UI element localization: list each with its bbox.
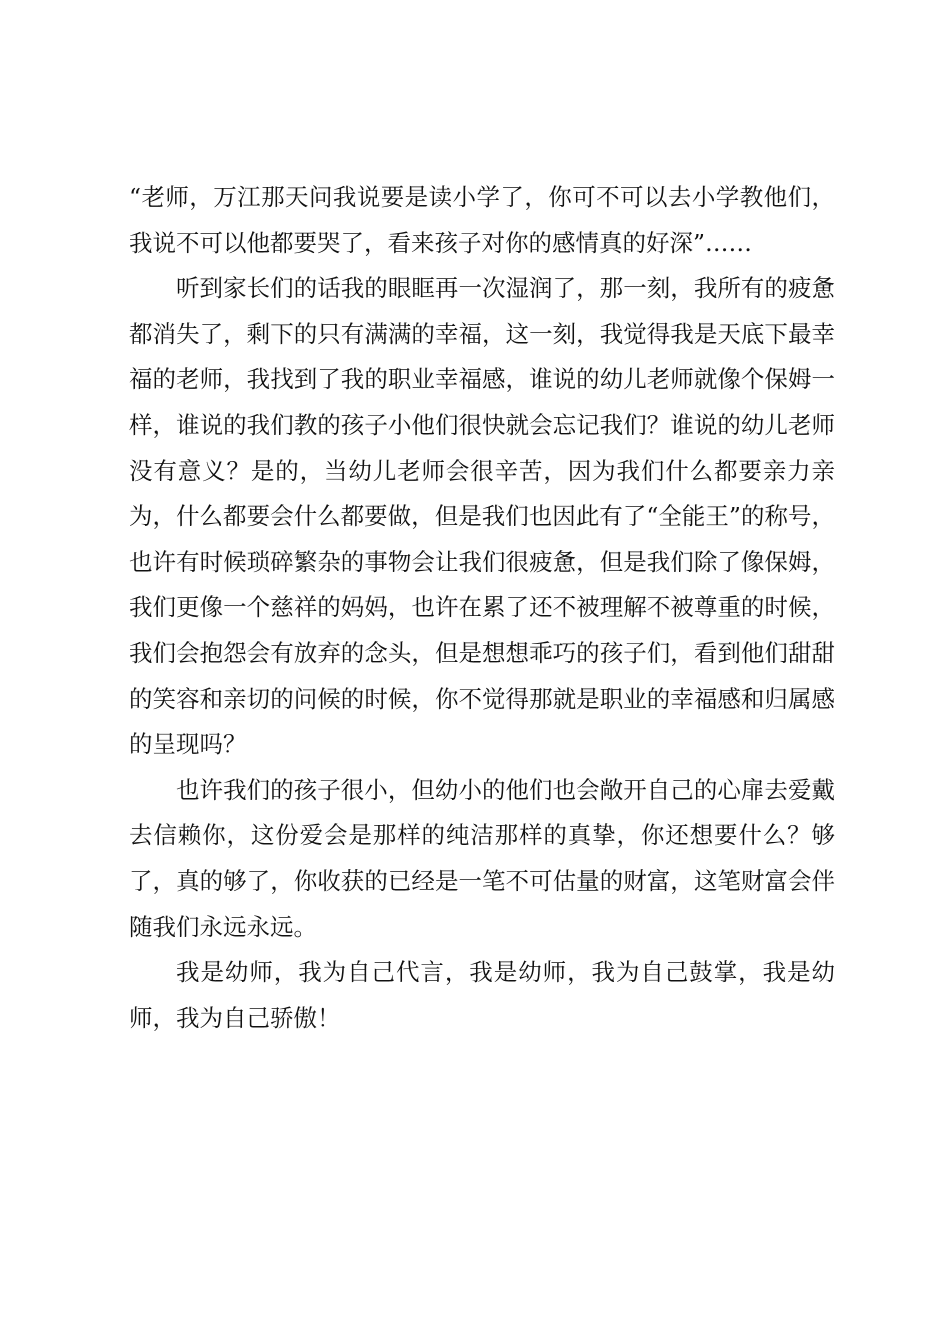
paragraph-children-love: 也许我们的孩子很小，但幼小的他们也会敞开自己的心扉去爱戴去信赖你，这份爱会是那样的纯洁那样的真挚，你还想要什么？够了，真的够了，你收获的已经是一笔不可估量的财富，这笔财富会伴随我们永远永远。: [129, 775, 835, 941]
paragraph-quote: “老师，万江那天问我说要是读小学了，你可不可以去小学教他们，我说不可以他都要哭了，看来孩子对你的感情真的好深”……: [129, 183, 835, 257]
document-body: [129, 175, 835, 1041]
paragraph-closing: 我是幼师，我为自己代言，我是幼师，我为自己鼓掌，我是幼师，我为自己骄傲！: [129, 958, 835, 1032]
paragraph-reflection: 听到家长们的话我的眼眶再一次湿润了，那一刻，我所有的疲惫都消失了，剩下的只有满满的幸福，这一刻，我觉得我是天底下最幸福的老师，我找到了我的职业幸福感，谁说的幼儿老师就像个保姆一样，谁说的我们教的孩子小他们很快就会忘记我们？谁说的幼儿老师没有意义？是的，当幼儿老师会很辛苦，因为我们什么都要亲力亲为，什么都要会什么都要做，但是我们也因此有了“全能王”的称号，也许有时候琐碎繁杂的事物会让我们很疲惫，但是我们除了像保姆，我们更像一个慈祥的妈妈，也许在累了还不被理解不被尊重的时候，我们会抱怨会有放弃的念头，但是想想乖巧的孩子们，看到他们甜甜的笑容和亲切的问候的时候，你不觉得那就是职业的幸福感和归属感的呈现吗？: [129, 274, 835, 759]
